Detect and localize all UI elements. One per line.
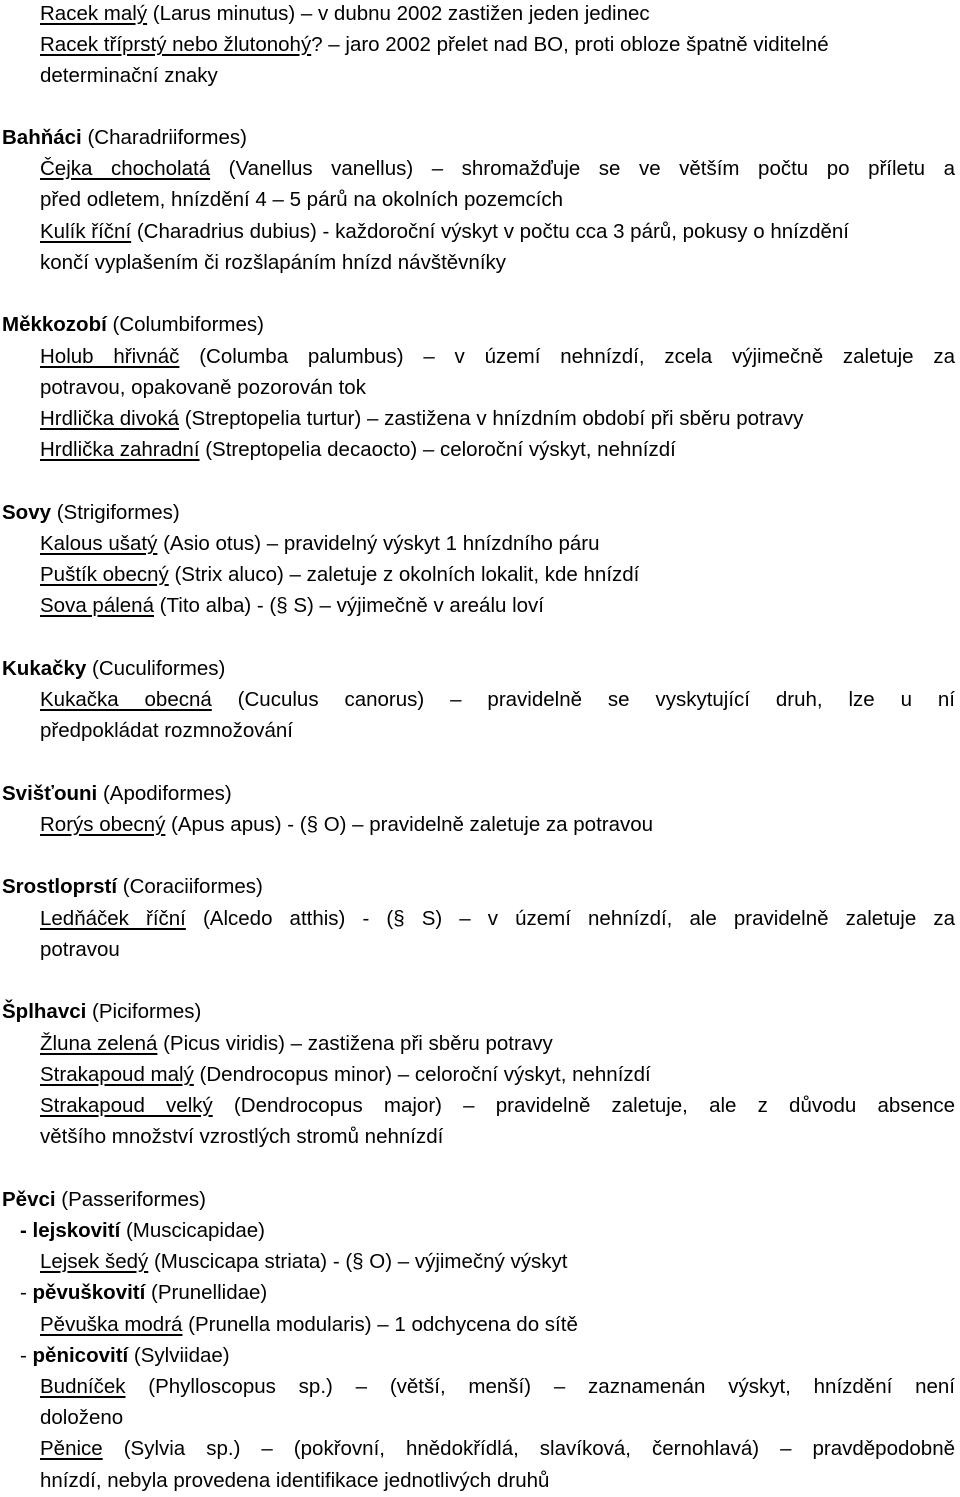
family-name: pěnicovití — [32, 1344, 129, 1367]
order-name: Sovy — [2, 501, 51, 524]
species-description: (Larus minutus) – v dubnu 2002 zastižen jeden jedinec — [147, 2, 650, 25]
species-description: (Strix aluco) – zaletuje z okolních lokalit, kde hnízdí — [168, 563, 640, 586]
species-entry — [40, 1028, 553, 1059]
family-prefix: - — [20, 1344, 33, 1367]
family-heading — [20, 1215, 265, 1246]
species-description: (Streptopelia decaocto) – celoroční výskyt, nehnízdí — [199, 438, 676, 461]
order-latin: (Apodiformes) — [97, 782, 232, 805]
order-heading — [2, 497, 180, 528]
continuation-line: potravou, opakovaně pozorován tok — [40, 376, 366, 399]
order-heading — [2, 1184, 206, 1215]
continuation-line: většího množství vzrostlých stromů nehnízdí — [40, 1125, 444, 1148]
species-entry — [40, 1090, 955, 1121]
species-entry — [40, 153, 955, 184]
species-name: Pěnice — [40, 1437, 103, 1460]
species-entry — [40, 0, 650, 29]
species-description: (Asio otus) – pravidelný výskyt 1 hnízdního páru — [157, 532, 600, 555]
species-name: Čejka chocholatá — [40, 157, 211, 180]
species-name: Lejsek šedý — [40, 1250, 149, 1273]
species-entry — [40, 528, 600, 559]
family-latin: (Prunellidae) — [145, 1281, 268, 1304]
family-heading — [20, 1340, 230, 1371]
species-entry — [40, 590, 544, 621]
order-latin: (Passeriformes) — [55, 1188, 206, 1211]
species-entry — [40, 559, 639, 590]
order-heading — [2, 122, 247, 153]
species-description: (Phylloscopus sp.) – (větší, menší) – zaznamenán výskyt, hnízdění není — [125, 1375, 955, 1398]
order-name: Bahňáci — [2, 126, 82, 149]
species-entry — [40, 1309, 578, 1340]
species-description: (Tito alba) - (§ S) – výjimečně v areálu loví — [153, 594, 544, 617]
species-name: Kulík říční — [40, 220, 132, 243]
species-description: (Prunella modularis) – 1 odchycena do sítě — [182, 1313, 578, 1336]
species-description: (Charadrius dubius) - každoroční výskyt v počtu cca 3 párů, pokusy o hnízdění — [131, 220, 849, 243]
order-latin: (Cuculiformes) — [86, 657, 226, 680]
species-description: (Dendrocopus minor) – celoroční výskyt, nehnízdí — [193, 1063, 651, 1086]
family-name: lejskovití — [32, 1219, 121, 1242]
order-heading — [2, 309, 264, 340]
order-heading — [2, 871, 263, 902]
order-name: Šplhavci — [2, 1000, 87, 1023]
species-name: Hrdlička zahradní — [40, 438, 200, 461]
species-name: Kalous ušatý — [40, 532, 158, 555]
species-name: Budníček — [40, 1375, 126, 1398]
order-name: Měkkozobí — [2, 313, 107, 336]
continuation-line: doloženo — [40, 1406, 124, 1429]
order-name: Kukačky — [2, 657, 87, 680]
species-name: Sova pálená — [40, 594, 154, 617]
species-entry — [40, 1059, 651, 1090]
order-name: Pěvci — [2, 1188, 56, 1211]
continuation-line: končí vyplašením či rozšlapáním hnízd návštěvníky — [40, 251, 507, 274]
species-name: Kukačka obecná — [40, 688, 212, 711]
order-latin: (Strigiformes) — [51, 501, 180, 524]
species-name: Racek tříprstý nebo žlutonohý — [40, 33, 312, 56]
order-name: Svišťouni — [2, 782, 98, 805]
order-heading — [2, 996, 201, 1027]
order-latin: (Coraciiformes) — [117, 875, 263, 898]
family-prefix: - — [20, 1281, 33, 1304]
species-name: Racek malý — [40, 2, 148, 25]
species-name: Ledňáček říční — [40, 907, 186, 930]
species-entry — [40, 434, 676, 465]
species-entry — [40, 29, 829, 60]
species-name: Puštík obecný — [40, 563, 169, 586]
continuation-line: hnízdí, nebyla provedena identifikace jednotlivých druhů — [40, 1469, 550, 1492]
species-description: ? – jaro 2002 přelet nad BO, proti obloze špatně viditelné — [311, 33, 829, 56]
species-name: Žluna zelená — [40, 1032, 158, 1055]
species-name: Strakapoud velký — [40, 1094, 213, 1117]
continuation-line: předpokládat rozmnožování — [40, 719, 293, 742]
species-entry — [40, 1246, 567, 1277]
order-latin: (Piciformes) — [86, 1000, 202, 1023]
family-heading — [20, 1277, 267, 1308]
family-prefix: - — [20, 1219, 33, 1242]
species-name: Holub hřivnáč — [40, 345, 180, 368]
species-entry — [40, 341, 955, 372]
species-description: (Apus apus) - (§ O) – pravidelně zaletuje za potravou — [165, 813, 654, 836]
species-entry — [40, 1371, 955, 1402]
species-description: (Columba palumbus) – v území nehnízdí, zcela výjimečně zaletuje za — [179, 345, 955, 368]
order-heading — [2, 653, 225, 684]
order-latin: (Charadriiformes) — [81, 126, 247, 149]
species-entry — [40, 1433, 955, 1464]
family-latin: (Muscicapidae) — [120, 1219, 265, 1242]
species-name: Pěvuška modrá — [40, 1313, 183, 1336]
order-heading — [2, 778, 232, 809]
species-description: (Streptopelia turtur) – zastižena v hnízdním období při sběru potravy — [179, 407, 804, 430]
species-description: (Cuculus canorus) – pravidelně se vyskytující druh, lze u ní — [211, 688, 956, 711]
species-description: (Sylvia sp.) – (pokřovní, hnědokřídlá, slavíková, černohlavá) – pravděpodobně — [102, 1437, 955, 1460]
species-entry — [40, 684, 955, 715]
species-name: Hrdlička divoká — [40, 407, 179, 430]
species-description: (Vanellus vanellus) – shromažďuje se ve větším počtu po příletu a — [210, 157, 955, 180]
species-entry — [40, 903, 955, 934]
species-description: (Dendrocopus major) – pravidelně zaletuje, ale z důvodu absence — [212, 1094, 955, 1117]
family-name: pěvuškovití — [32, 1281, 146, 1304]
species-entry — [40, 216, 849, 247]
species-description: (Alcedo atthis) - (§ S) – v území nehnízdí, ale pravidelně zaletuje za — [185, 907, 955, 930]
order-name: Srostloprstí — [2, 875, 118, 898]
species-name: Strakapoud malý — [40, 1063, 194, 1086]
species-entry — [40, 403, 803, 434]
family-latin: (Sylviidae) — [128, 1344, 230, 1367]
species-name: Rorýs obecný — [40, 813, 166, 836]
continuation-line: před odletem, hnízdění 4 – 5 párů na okolních pozemcích — [40, 188, 564, 211]
continuation-line: potravou — [40, 938, 120, 961]
species-description: (Picus viridis) – zastižena při sběru potravy — [157, 1032, 553, 1055]
species-entry — [40, 809, 653, 840]
species-description: (Muscicapa striata) - (§ O) – výjimečný výskyt — [148, 1250, 568, 1273]
order-latin: (Columbiformes) — [106, 313, 264, 336]
continuation-line: determinační znaky — [40, 64, 218, 87]
